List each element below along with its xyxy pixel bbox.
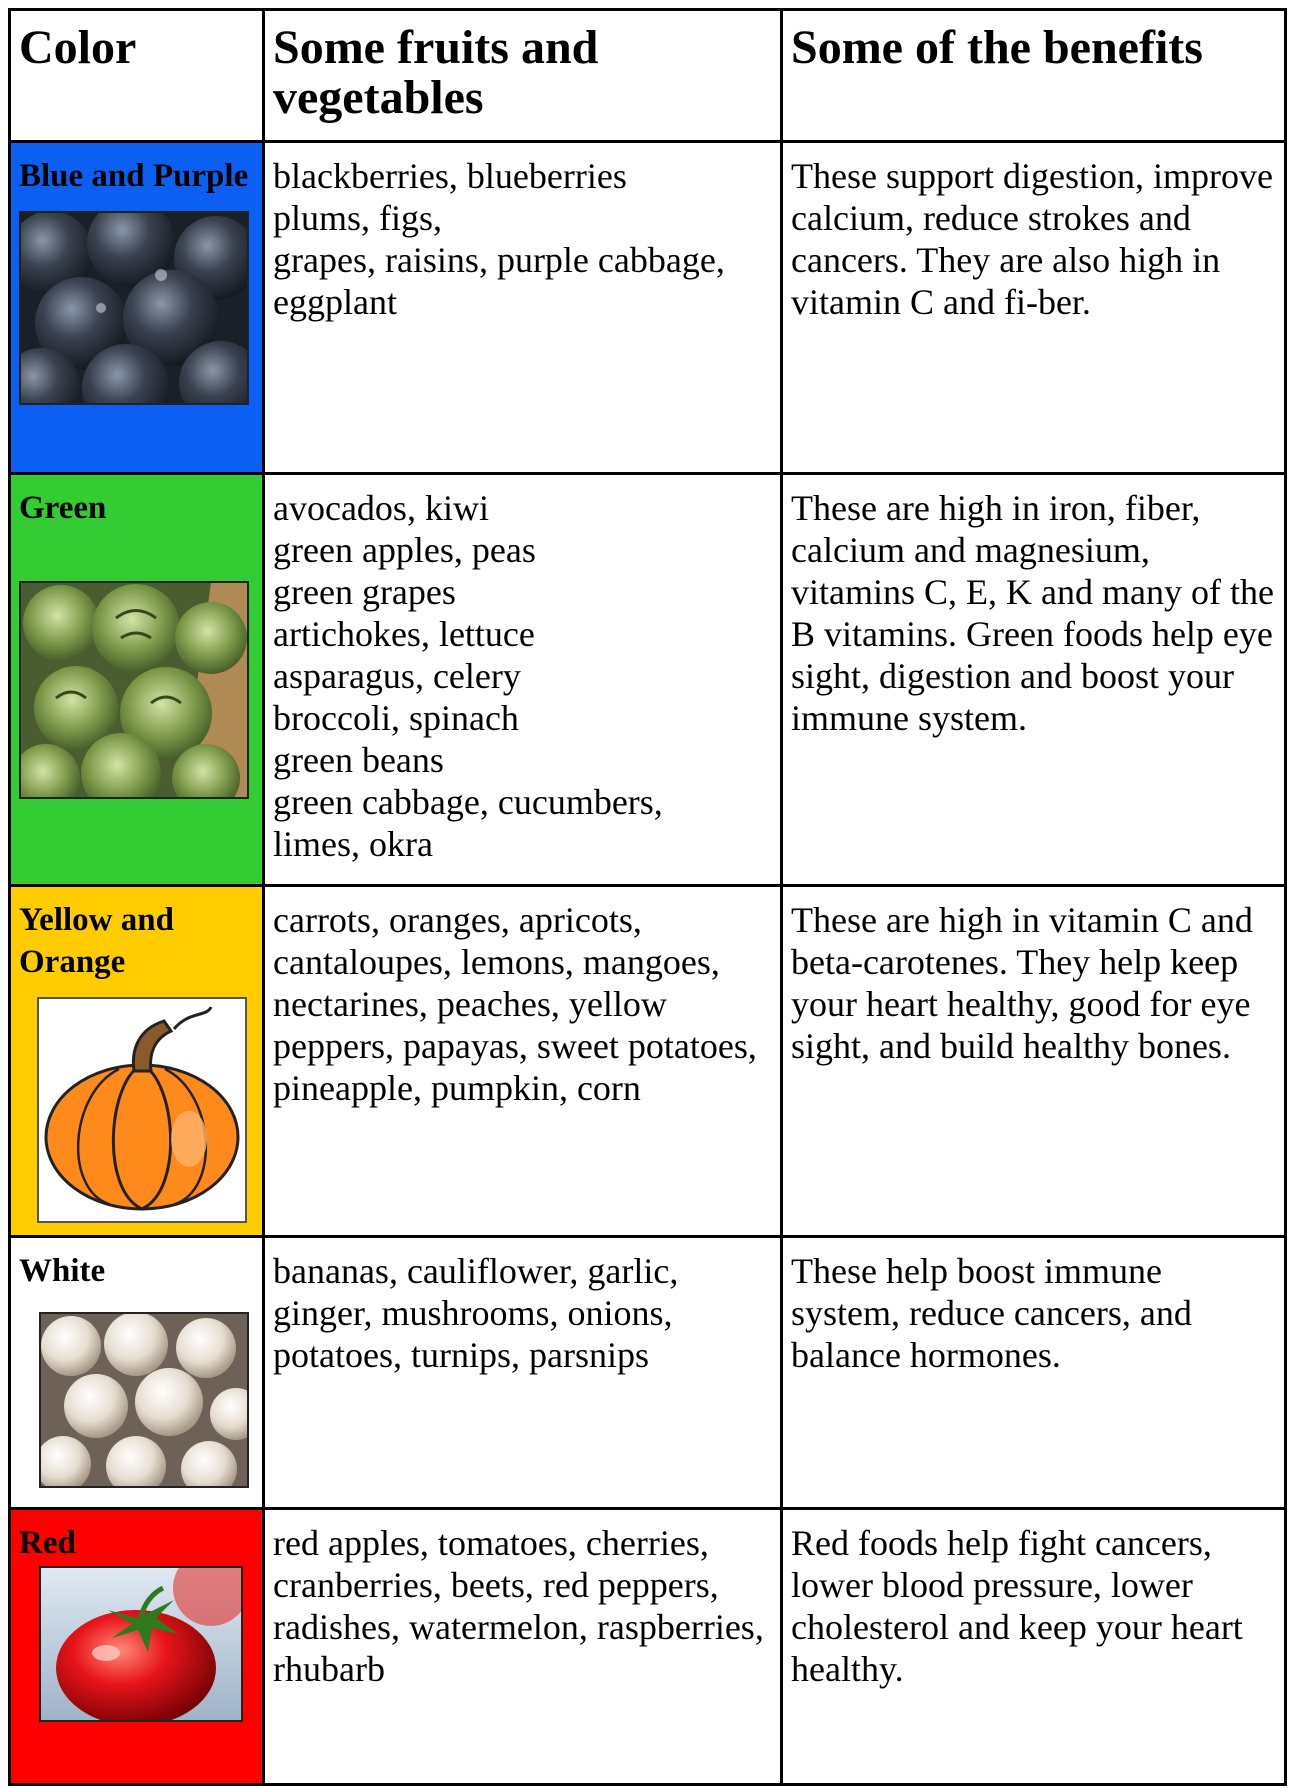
color-cell-blue-purple (10, 142, 264, 474)
foods-cell: bananas, cauliflower, garlic, ginger, mushrooms, onions, potatoes, turnips, parsnips (264, 1237, 782, 1509)
foods-cell: red apples, tomatoes, cherries, cranberries, beets, red peppers, radishes, watermelon, raspberries, rhubarb (264, 1509, 782, 1785)
table-row (10, 1509, 1286, 1785)
color-name: Red (19, 1525, 76, 1561)
color-name: Green (19, 490, 107, 526)
table-row (10, 1237, 1286, 1509)
benefits-cell: These are high in vitamin C and beta-carotenes. They help keep your heart healthy, good for eye sight, and build healthy bones. (782, 886, 1286, 1237)
foods-cell: blackberries, blueberries plums, figs, grapes, raisins, purple cabbage, eggplant (264, 142, 782, 474)
tomato-photo-icon (39, 1566, 243, 1722)
pumpkin-clipart-icon (37, 997, 247, 1223)
benefits-cell: These are high in iron, fiber, calcium and magnesium, vitamins C, E, K and many of the B vitamins. Green foods help eye sight, digestion and boost your immune system. (782, 474, 1286, 886)
blueberries-photo-icon (19, 211, 249, 405)
benefits-cell: Red foods help fight cancers, lower blood pressure, lower cholesterol and keep your heart healthy. (782, 1509, 1286, 1785)
header-row (10, 10, 1286, 142)
foods-cell: carrots, oranges, apricots, cantaloupes, lemons, mangoes, nectarines, peaches, yellow peppers, papayas, sweet potatoes, pineapple, pumpkin, corn (264, 886, 782, 1237)
color-cell-red (10, 1509, 264, 1785)
artichokes-photo-icon (19, 581, 249, 799)
color-cell-yellow-orange (10, 886, 264, 1237)
foods-cell: avocados, kiwi green apples, peas green grapes artichokes, lettuce asparagus, celery broccoli, spinach green beans green cabbage, cucumbers, limes, okra (264, 474, 782, 886)
header-color: Color (10, 10, 264, 142)
benefits-cell: These help boost immune system, reduce cancers, and balance hormones. (782, 1237, 1286, 1509)
color-name: White (19, 1253, 106, 1289)
color-foods-table (8, 8, 1287, 1786)
header-foods: Some fruits and vegetables (264, 10, 782, 142)
table-row (10, 474, 1286, 886)
header-benefits: Some of the benefits (782, 10, 1286, 142)
benefits-cell: These support digestion, improve calcium, reduce strokes and cancers. They are also high in vitamin C and fi-ber. (782, 142, 1286, 474)
color-cell-white (10, 1237, 264, 1509)
table-row (10, 886, 1286, 1237)
mushrooms-photo-icon (39, 1312, 249, 1488)
color-name: Yellow and Orange (19, 902, 174, 980)
color-cell-green (10, 474, 264, 886)
table-row (10, 142, 1286, 474)
color-name: Blue and Purple (19, 158, 249, 194)
